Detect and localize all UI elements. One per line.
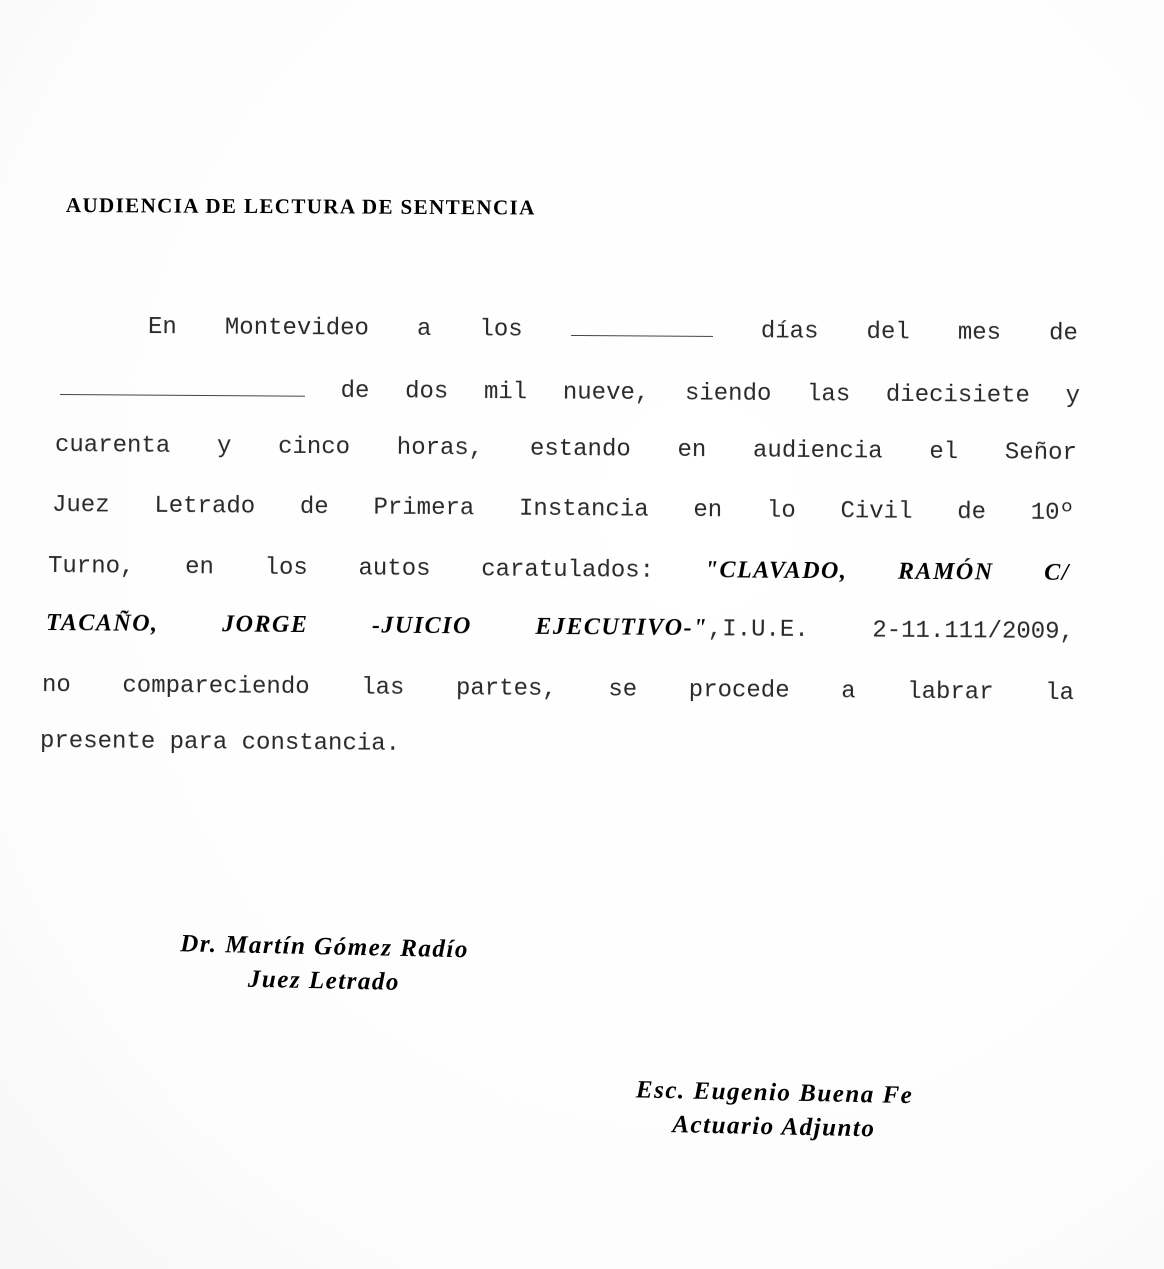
word: autos [358,555,431,584]
word: el [929,438,959,467]
word: lo [766,497,796,525]
word: y [1065,383,1081,411]
case-title-word: "CLAVADO, [704,557,848,585]
word: caratulados: [481,556,655,585]
word: los [264,554,308,583]
word: de [957,499,987,527]
body-line-7 [42,672,1074,707]
word: de [299,493,329,522]
word: horas, [396,434,484,463]
word: siendo [684,380,772,408]
case-id-label: ,I.U.E. [707,616,809,644]
word: mes [957,319,1002,347]
day-blank-line [571,315,713,337]
word: los [479,316,523,344]
word: mil [483,378,528,407]
word: y [216,433,232,461]
word: Letrado [154,492,256,521]
case-title-word: C/ [1044,559,1071,587]
word: Señor [1004,439,1077,468]
word: del [866,319,910,347]
word: días [760,318,819,346]
word: cuarenta [54,432,171,460]
word: Turno, [47,553,135,581]
case-title-word: TACAÑO, [45,610,159,637]
word: la [1045,679,1075,708]
judge-role: Juez Letrado [247,965,401,996]
word: labrar [907,678,994,707]
case-id-number: 2-11.111/2009, [872,617,1075,647]
body-line-2 [60,374,1080,410]
word: diecisiete [885,381,1031,410]
body-line-4 [52,492,1074,527]
word: de [1049,320,1079,348]
word: en [184,554,215,582]
actuary-signature-block [569,1072,980,1149]
judge-name: Dr. Martín Gómez Radío [180,930,470,964]
word: Juez [51,492,110,520]
judge-signature-block [119,926,530,1003]
word: a [841,678,856,706]
word: compareciendo [122,672,310,702]
word: las [361,674,405,702]
word: nueve, [562,379,650,408]
word: a [416,315,432,343]
word: en [677,436,707,465]
body-line-8 [40,728,400,758]
case-title-word: JORGE [222,611,309,639]
word: Montevideo [224,314,370,343]
word: En [147,314,177,342]
word: se [608,676,638,704]
word: las [806,381,851,409]
body-line-1 [148,312,1078,347]
word: de [340,377,370,406]
case-title-word: EJECUTIVO-" [535,613,708,642]
case-title-word: RAMÓN [897,558,994,586]
month-blank-line [60,374,305,397]
actuary-role: Actuario Adjunto [672,1111,876,1143]
closing-text: presente para constancia. [39,728,401,758]
word: 10º [1030,499,1075,528]
document-title: AUDIENCIA DE LECTURA DE SENTENCIA [65,193,536,220]
word: dos [405,378,449,406]
word: cinco [277,433,351,462]
word: en [693,497,723,525]
word: estando [529,435,631,464]
case-title-word: -JUICIO [371,612,472,640]
word: no [41,672,71,700]
body-line-3 [55,432,1077,467]
word: partes, [455,675,557,704]
word: Instancia [518,495,649,524]
body-line-6 [46,610,1074,646]
word: Primera [373,494,475,523]
word: Civil [840,498,913,526]
body-line-5 [48,552,1070,588]
word: audiencia [752,437,883,466]
actuary-name: Esc. Eugenio Buena Fe [635,1076,914,1110]
case-title-end [535,614,809,644]
word: procede [688,677,790,705]
